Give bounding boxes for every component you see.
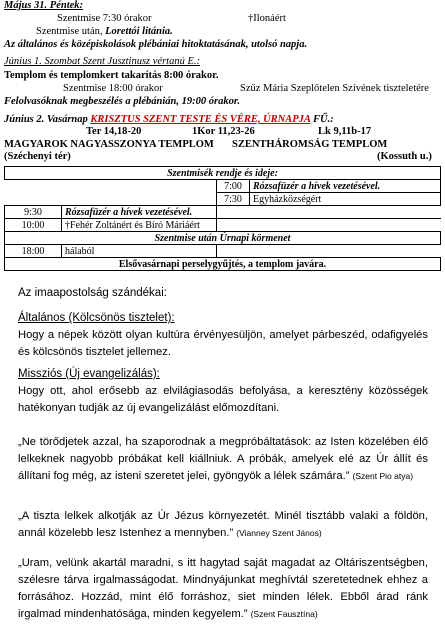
mass-schedule-table <box>4 166 441 271</box>
table-row <box>5 193 441 206</box>
table-row <box>5 180 441 193</box>
church-left: MAGYAROK NAGYASSZONYA TEMPLOM <box>4 139 214 150</box>
general-intention-text: Hogy a népek között olyan kultúra érvényesüljön, amelyet párbeszéd, odafigyelés és kölcsönös tisztelet jellemez. <box>18 329 428 358</box>
table-row <box>5 258 441 271</box>
reading-1: Ter 14,18-20 <box>86 126 142 137</box>
mission-intention-title: Missziós (Új evangelizálás): <box>18 368 160 380</box>
may31-last-class: Az általános és középiskolások plébániai hitoktatásának, utolsó napja. <box>4 39 308 50</box>
june1-mass-time: Szentmise 18:00 órakor <box>63 83 163 94</box>
may31-litany: Szentmise után, Lorettói litánia. <box>36 26 173 37</box>
prayer-intro: Az imaapostolság szándékai: <box>18 287 167 299</box>
quote-pio <box>18 434 428 485</box>
schedule-text: Rózsafüzér a hívek vezetésével. <box>250 180 441 193</box>
church-left-location: (Széchenyi tér) <box>4 151 71 162</box>
general-intention-title: Általános (Kölcsönös tisztelet): <box>18 312 175 324</box>
june1-heading: Június 1. Szombat Szent Jusztinusz vértanú E.: <box>4 56 200 67</box>
may31-heading: Május 31. Péntek: <box>4 0 84 11</box>
church-right: SZENTHÁROMSÁG TEMPLOM <box>232 139 388 150</box>
quote-author: (Vianney Szent János) <box>236 528 322 538</box>
june2-heading: Június 2. Vasárnap KRISZTUS SZENT TESTE ÉS VÉRE, ÚRNAPJA FŰ.: <box>4 114 334 125</box>
schedule-time: 18:00 <box>5 245 62 258</box>
schedule-time: 10:00 <box>5 219 62 232</box>
quote-text: „Ne törődjetek azzal, ha szaporodnak a megpróbáltatások: az Isten közelében élő lelkeknek nagyobb próbákat kell kiállniuk. A próbák, amelyek elé az Úr állít és állítani fog még, az isteni szeretet jelei, gyöngyök a lélek számára.” <box>18 436 428 482</box>
may31-mass-intention: †Ilonáért <box>248 13 286 24</box>
quote-vianney <box>18 508 428 542</box>
schedule-time: 9:30 <box>5 206 62 219</box>
quote-text: „Uram, velünk akartál maradni, s itt hagytad saját magadat az Oltáriszentségben, szélesre tárva irgalmasságodat. Mindnyájunkat meghívtál szeretetednek ehhez a forrásához. Hozzád, mint élő forráshoz, siet minden lélek. Ebből árad ránk irgalmad mindenhatósága, minden kegyelem.” <box>18 557 428 620</box>
reading-2: 1Kor 11,23-26 <box>192 126 255 137</box>
table-row <box>5 232 441 245</box>
schedule-text: Egyházközségért <box>250 193 441 206</box>
schedule-text: Rózsafüzér a hívek vezetésével. <box>62 206 217 219</box>
feast-title: KRISZTUS SZENT TESTE ÉS VÉRE, ÚRNAPJA <box>90 114 311 125</box>
schedule-time: 7:00 <box>217 180 250 193</box>
june1-readers: Felolvasóknak megbeszélés a plébánián, 19:00 órakor. <box>4 96 240 107</box>
quote-text: „A tiszta lelkek alkotják az Úr Jézus környezetét. Minél tisztább valaki a földön, annál közelebb lesz Istenhez a mennyben.” <box>18 510 428 539</box>
may31-mass-time: Szentmise 7:30 órakor <box>57 13 152 24</box>
reading-3: Lk 9,11b-17 <box>318 126 372 137</box>
schedule-header: Szentmisék rendje és ideje: <box>5 167 441 180</box>
quote-author: (Szent Pio atya) <box>352 471 414 481</box>
table-row <box>5 219 441 232</box>
quote-author: (Szent Fausztína) <box>250 609 318 619</box>
quote-faustina <box>18 555 428 623</box>
schedule-text: †Fehér Zoltánért és Bíró Máriáért <box>62 219 217 232</box>
mission-intention-text: Hogy ott, ahol erősebb az elvilágiasodás befolyása, a keresztény közösségek hatékonyan tudják az új evangelizálást előmozdítani. <box>18 385 428 414</box>
table-row <box>5 206 441 219</box>
collection-note: Elsővasárnapi perselygyűjtés, a templom javára. <box>5 258 441 271</box>
table-row <box>5 245 441 258</box>
schedule-time: 7:30 <box>217 193 250 206</box>
june1-mass-intention: Szűz Mária Szeplőtelen Szívének tiszteletére <box>240 83 429 94</box>
procession-note: Szentmise után Úrnapi körmenet <box>5 232 441 245</box>
church-right-location: (Kossuth u.) <box>377 151 432 162</box>
june1-cleaning: Templom és templomkert takarítás 8:00 órakor. <box>4 70 219 81</box>
schedule-text: hálaból <box>62 245 217 258</box>
